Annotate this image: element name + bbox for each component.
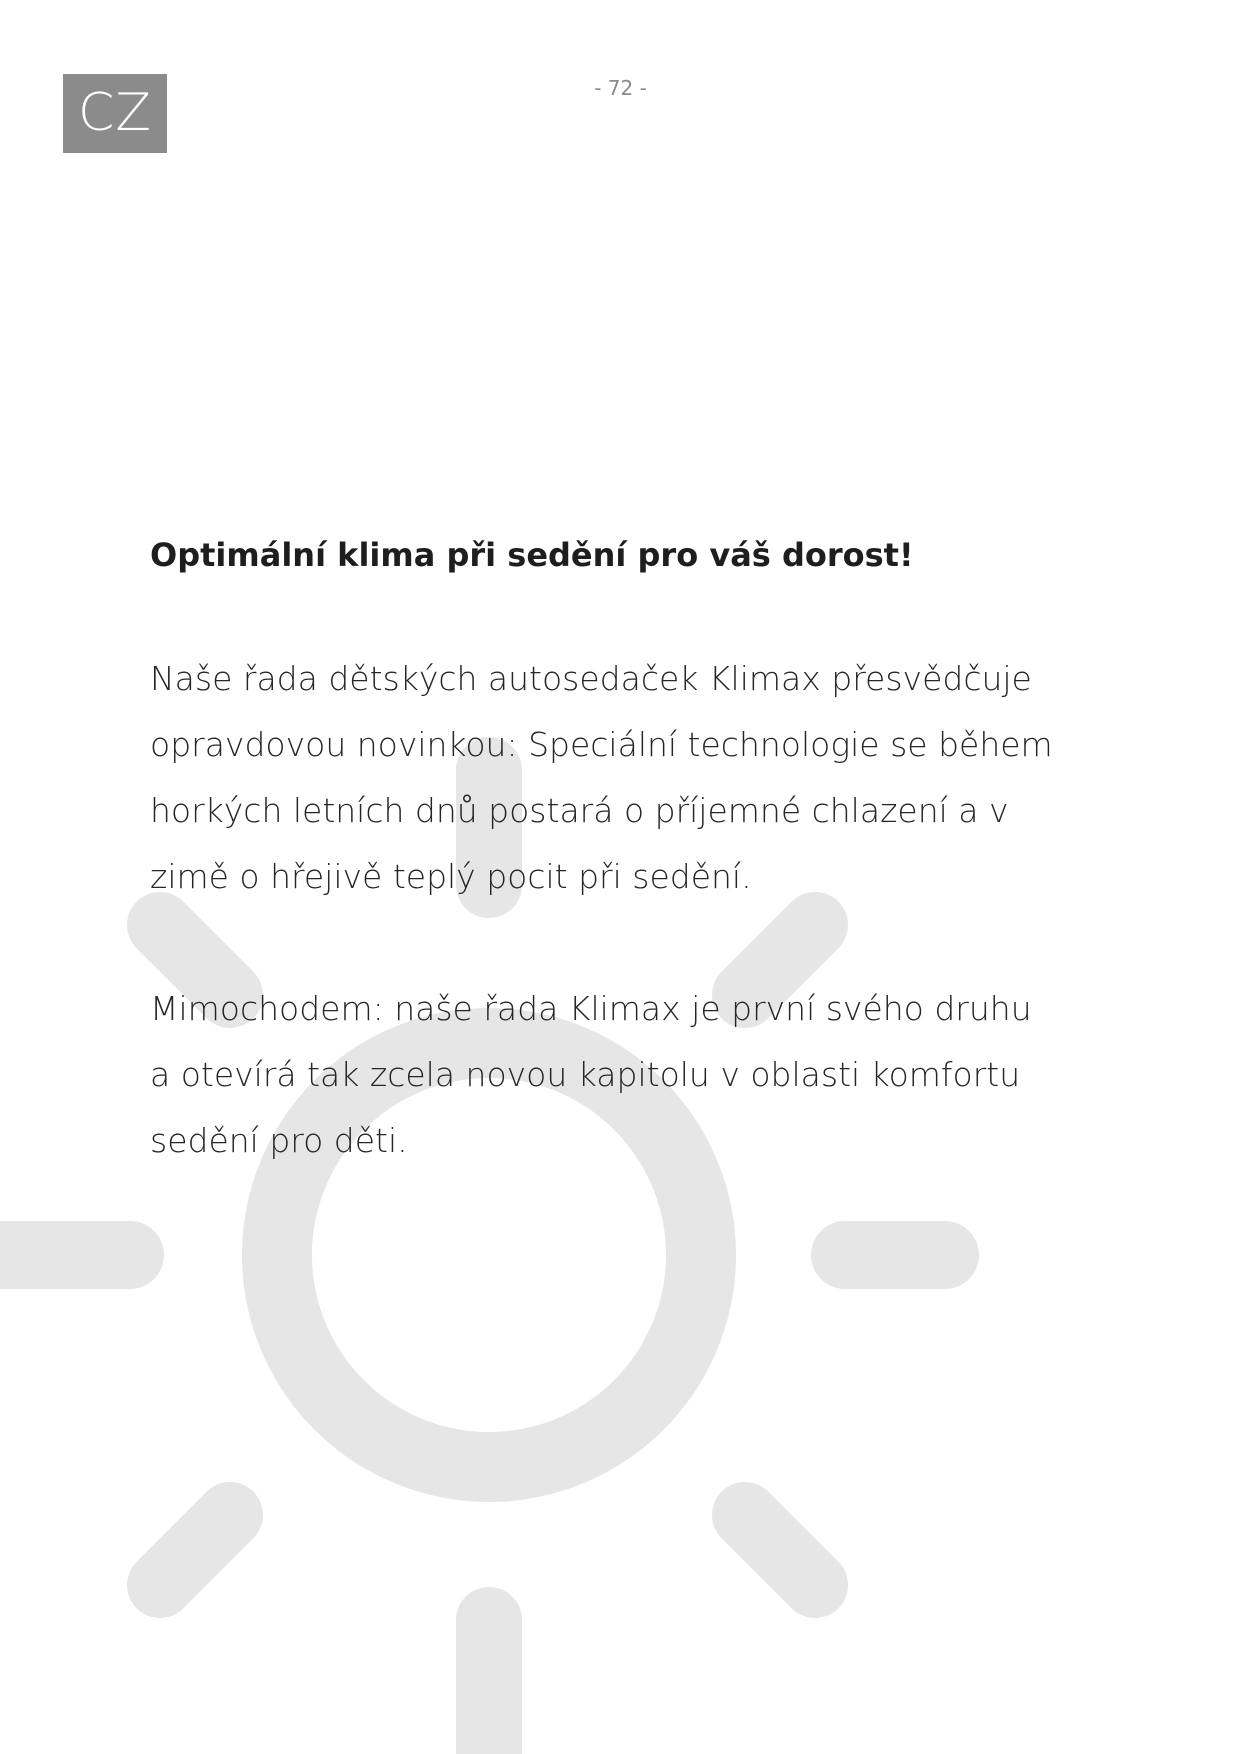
sun-ray-bottom-right [745, 1515, 815, 1585]
paragraph-note: Mimochodem: naše řada Klimax je první svého druhu a otevírá tak zcela novou kapitolu v oblasti komfortu sedění pro děti. [150, 989, 1032, 1160]
page-heading: Optimální klima při sedění pro váš dorost! [150, 536, 914, 574]
paragraph-intro: Naše řada dětských autosedaček Klimax přesvědčuje opravdovou novinkou: Speciální technologie se během horkých letních dnů postará o příjemné chlazení a v zimě o hřejivě teplý pocit při sedění. [150, 659, 1053, 896]
sun-ray-bottom-left [160, 1515, 230, 1585]
language-badge: CZ [63, 74, 167, 153]
main-content [150, 530, 1130, 1240]
page-number: - 72 - [594, 76, 647, 100]
